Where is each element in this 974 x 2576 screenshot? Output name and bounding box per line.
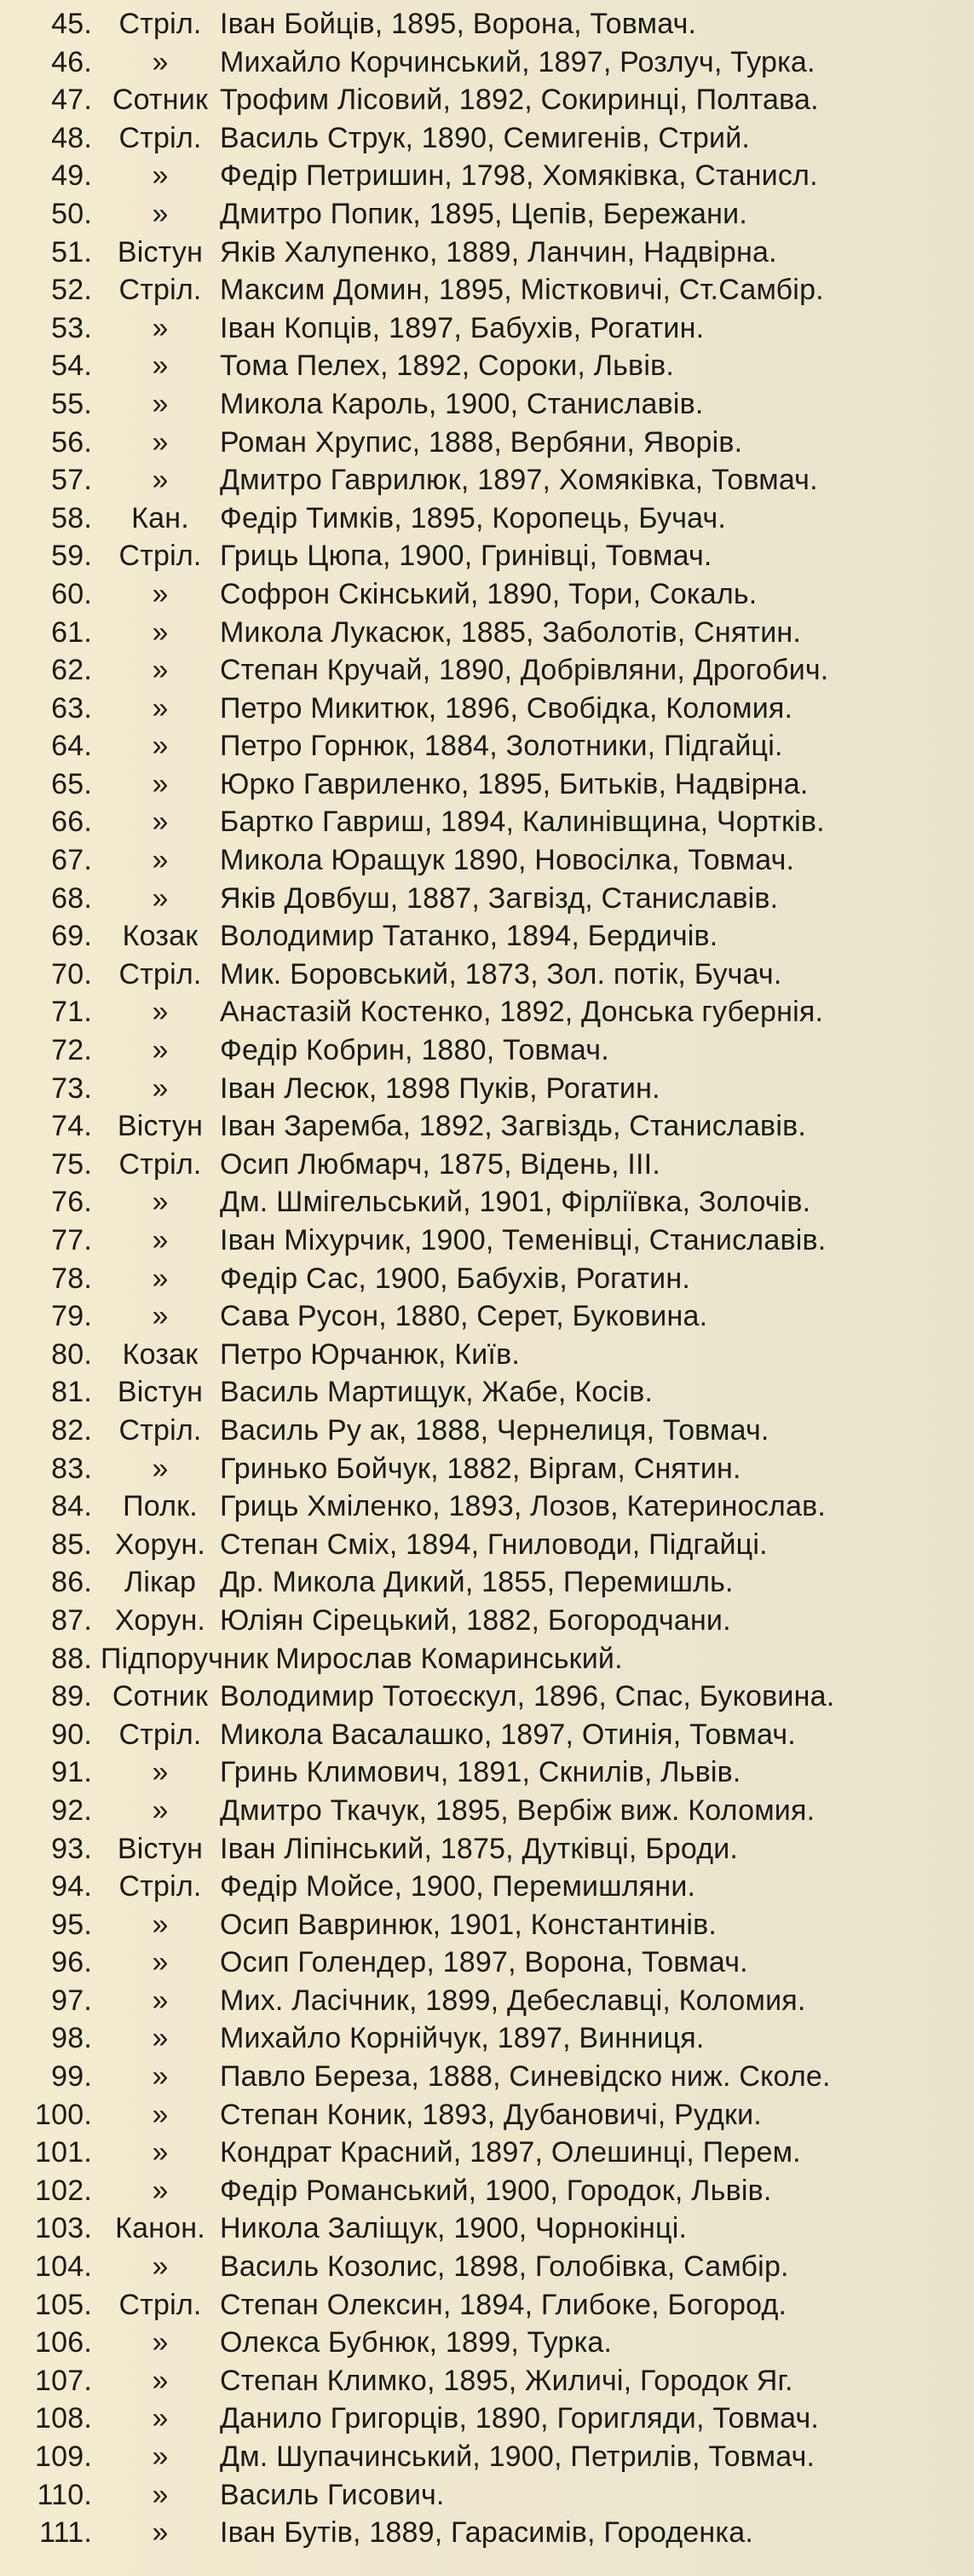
- entry-number: 77.: [51, 1224, 92, 1256]
- entry-number: 62.: [51, 654, 92, 687]
- list-item: [0, 1944, 974, 1982]
- list-item: [0, 993, 974, 1031]
- entry-number: 104.: [35, 2250, 92, 2284]
- entry-details: Петро Микитюк, 1896, Свобідка, Коломия.: [220, 691, 793, 725]
- entry-number: 111.: [39, 2516, 92, 2550]
- entry-details: Василь Струк, 1890, Семигенів, Стрий.: [220, 121, 751, 154]
- entry-rank: »: [152, 691, 169, 725]
- list-item: [0, 1640, 974, 1678]
- entry-number: 61.: [51, 615, 92, 649]
- entry-number: 60.: [51, 577, 92, 610]
- entry-number: 96.: [51, 1946, 92, 1979]
- entry-number: 72.: [51, 1034, 92, 1067]
- list-item: [0, 2096, 974, 2134]
- list-item: [0, 803, 974, 841]
- entry-details: Степан Климко, 1895, Жиличі, Городок Яг.: [220, 2364, 793, 2397]
- entry-details: Василь Гисович.: [220, 2478, 445, 2511]
- entry-details: Степан Коник, 1893, Дубановичі, Рудки.: [220, 2098, 762, 2131]
- entry-rank: »: [152, 2098, 169, 2131]
- entry-details: Іван Копців, 1897, Бабухів, Рогатин.: [220, 311, 705, 344]
- entry-rank: »: [152, 1300, 169, 1333]
- entry-details: Др. Микола Дикий, 1855, Перемишль.: [220, 1566, 734, 1599]
- entry-number: 56.: [51, 425, 92, 459]
- list-item: [0, 157, 974, 195]
- entry-details: Іван Заремба, 1892, Загвіздь, Станиславів.: [220, 1110, 806, 1143]
- entry-rank: »: [152, 2022, 169, 2055]
- entry-details: Федір Тимків, 1895, Коропець, Бучач.: [220, 501, 727, 534]
- entry-rank: Стріл.: [118, 1718, 202, 1751]
- entry-rank: »: [152, 464, 169, 497]
- entry-details: Кондрат Красний, 1897, Олешинці, Перем.: [220, 2136, 801, 2169]
- list-item: [0, 500, 974, 538]
- entry-details: Іван Лесюк, 1898 Пуків, Рогатин.: [220, 1071, 660, 1105]
- entry-number: 69.: [51, 920, 92, 953]
- list-item: [0, 1260, 974, 1298]
- entry-details: Микола Юращук 1890, Новосілка, Товмач.: [220, 844, 795, 877]
- entry-number: 85.: [51, 1528, 92, 1561]
- entry-number: 47.: [51, 84, 92, 117]
- entry-number: 94.: [51, 1870, 92, 1903]
- entry-details: Михайло Корчинський, 1897, Розлуч, Турка.: [220, 45, 816, 78]
- list-item: [0, 1982, 974, 2020]
- list-item: [0, 1487, 974, 1526]
- entry-number: 68.: [51, 881, 92, 915]
- entry-details: Никола Заліщук, 1900, Чорнокінці.: [220, 2212, 688, 2245]
- entry-details: Трофим Лісовий, 1892, Сокиринці, Полтава.: [220, 84, 819, 117]
- entry-rank: »: [152, 1034, 169, 1067]
- entry-details: Гриць Цюпа, 1900, Гринівці, Товмач.: [220, 540, 712, 573]
- entry-number: 100.: [35, 2098, 92, 2131]
- entry-number: 54.: [51, 349, 92, 383]
- entry-details: Яків Довбуш, 1887, Загвізд, Станиславів.: [220, 881, 779, 915]
- entry-number: 99.: [51, 2060, 92, 2094]
- list-item: [0, 1183, 974, 1222]
- list-item: [0, 2362, 974, 2400]
- entry-rank: Стріл.: [118, 121, 202, 154]
- list-item: [0, 271, 974, 309]
- entry-rank: »: [152, 1946, 169, 1979]
- list-item: [0, 1450, 974, 1488]
- entry-details: Дм. Шупачинський, 1900, Петрилів, Товмач.: [220, 2440, 816, 2473]
- entry-rank: »: [152, 425, 169, 459]
- entry-number: 88.: [51, 1642, 92, 1675]
- list-item: [0, 2400, 974, 2438]
- list-item: [0, 690, 974, 728]
- entry-number: 58.: [51, 501, 92, 534]
- entry-number: 101.: [35, 2136, 92, 2169]
- entry-number: 105.: [35, 2288, 92, 2321]
- entry-number: 51.: [51, 235, 92, 269]
- entry-details: Олекса Бубнюк, 1899, Турка.: [220, 2326, 613, 2359]
- entry-rank: Підпоручник: [101, 1642, 269, 1675]
- entry-number: 46.: [51, 45, 92, 78]
- entry-details: Максим Домин, 1895, Містковичі, Ст.Самбір.: [220, 274, 824, 307]
- list-item: [0, 2324, 974, 2362]
- entry-rank: »: [152, 2174, 169, 2207]
- list-item: [0, 195, 974, 234]
- entry-number: 63.: [51, 691, 92, 725]
- list-item: [0, 1830, 974, 1868]
- entry-rank: »: [152, 654, 169, 687]
- list-item: [0, 2514, 974, 2552]
- entry-details: Павло Береза, 1888, Синевідско ниж. Сколе.: [220, 2060, 831, 2094]
- entry-rank: Стріл.: [118, 1870, 202, 1903]
- entry-details: Микола Лукасюк, 1885, Заболотів, Снятин.: [220, 615, 802, 649]
- entry-rank: Стріл.: [118, 957, 202, 991]
- entry-number: 81.: [51, 1376, 92, 1409]
- entry-details: Володимир Татанко, 1894, Бердичів.: [220, 920, 718, 953]
- list-item: [0, 1526, 974, 1564]
- entry-rank: »: [152, 159, 169, 193]
- entry-rank: Лікар: [124, 1566, 197, 1599]
- list-item: [0, 234, 974, 272]
- entry-rank: »: [152, 197, 169, 230]
- entry-rank: »: [152, 996, 169, 1029]
- entry-rank: Стріл.: [118, 1413, 202, 1447]
- casualty-list: [0, 5, 974, 2552]
- entry-rank: »: [152, 881, 169, 915]
- entry-rank: Канон.: [115, 2212, 205, 2245]
- entry-number: 98.: [51, 2022, 92, 2055]
- entry-number: 53.: [51, 311, 92, 344]
- list-item: [0, 765, 974, 804]
- entry-number: 87.: [51, 1603, 92, 1637]
- entry-rank: »: [152, 2364, 169, 2397]
- entry-rank: »: [152, 2478, 169, 2511]
- entry-details: Василь Козолис, 1898, Голобівка, Самбір.: [220, 2250, 789, 2284]
- entry-rank: Вістун: [117, 1110, 204, 1143]
- entry-number: 97.: [51, 1984, 92, 2017]
- entry-details: Роман Хрупис, 1888, Вербяни, Яворів.: [220, 425, 743, 459]
- entry-details: Іван Міхурчик, 1900, Теменівці, Станиславів.: [220, 1224, 827, 1256]
- entry-rank: Кан.: [131, 501, 189, 534]
- entry-details: Данило Григорців, 1890, Горигляди, Товмач.: [220, 2402, 820, 2435]
- entry-details: Сава Русон, 1880, Серет, Буковина.: [220, 1300, 708, 1333]
- entry-number: 110.: [37, 2478, 92, 2511]
- entry-rank: Стріл.: [118, 540, 202, 573]
- entry-rank: »: [152, 2402, 169, 2435]
- list-item: [0, 1146, 974, 1184]
- list-item: [0, 1031, 974, 1070]
- list-item: [0, 1070, 974, 1108]
- entry-rank: Козак: [122, 920, 199, 953]
- entry-details: Іван Бойців, 1895, Ворона, Товмач.: [220, 8, 697, 40]
- entry-number: 108.: [35, 2402, 92, 2435]
- entry-rank: »: [152, 2250, 169, 2284]
- entry-number: 45.: [51, 8, 92, 40]
- entry-number: 106.: [35, 2326, 92, 2359]
- entry-number: 83.: [51, 1452, 92, 1485]
- entry-details: Петро Горнюк, 1884, Золотники, Підгайці.: [220, 730, 783, 763]
- list-item: [0, 424, 974, 462]
- list-item: [0, 81, 974, 119]
- entry-number: 59.: [51, 540, 92, 573]
- entry-details: Дмитро Ткачук, 1895, Вербіж виж. Коломия.: [220, 1793, 816, 1827]
- entry-details: Степан Сміх, 1894, Гниловоди, Підгайці.: [220, 1528, 768, 1561]
- entry-number: 102.: [35, 2174, 92, 2207]
- entry-details: Мирослав Комаринський.: [275, 1642, 623, 1675]
- entry-details: Степан Олексин, 1894, Глибоке, Богород.: [220, 2288, 787, 2321]
- list-item: [0, 2248, 974, 2286]
- entry-number: 71.: [51, 996, 92, 1029]
- entry-rank: Вістун: [117, 1832, 204, 1865]
- list-item: [0, 727, 974, 765]
- entry-number: 73.: [51, 1071, 92, 1105]
- entry-number: 66.: [51, 806, 92, 839]
- entry-number: 95.: [51, 1908, 92, 1941]
- entry-rank: Стріл.: [118, 1147, 202, 1181]
- list-item: [0, 956, 974, 994]
- list-item: [0, 841, 974, 880]
- list-item: [0, 1716, 974, 1754]
- entry-rank: »: [152, 577, 169, 610]
- entry-details: Дм. Шмігельський, 1901, Фірліївка, Золочів.: [220, 1186, 811, 1219]
- entry-number: 75.: [51, 1147, 92, 1181]
- list-item: [0, 2476, 974, 2515]
- list-item: [0, 2438, 974, 2476]
- entry-details: Осип Вавринюк, 1901, Константинів.: [220, 1908, 717, 1941]
- entry-number: 79.: [51, 1300, 92, 1333]
- entry-number: 90.: [51, 1718, 92, 1751]
- entry-rank: »: [152, 2326, 169, 2359]
- entry-rank: »: [152, 1186, 169, 1219]
- entry-details: Василь Ру ак, 1888, Чернелиця, Товмач.: [220, 1413, 769, 1447]
- list-item: [0, 1412, 974, 1450]
- entry-rank: »: [152, 2516, 169, 2550]
- list-item: [0, 309, 974, 348]
- entry-details: Дмитро Гаврилюк, 1897, Хомяківка, Товмач.: [220, 464, 818, 497]
- entry-details: Федір Кобрин, 1880, Товмач.: [220, 1034, 609, 1067]
- entry-details: Микола Васалашко, 1897, Отинія, Товмач.: [220, 1718, 796, 1751]
- entry-details: Микола Кароль, 1900, Станиславів.: [220, 387, 704, 420]
- entry-details: Осип Любмарч, 1875, Відень, III.: [220, 1147, 660, 1181]
- entry-details: Тома Пелех, 1892, Сороки, Львів.: [220, 349, 674, 383]
- entry-details: Степан Кручай, 1890, Добрівляни, Дрогобич.: [220, 654, 829, 687]
- entry-details: Яків Халупенко, 1889, Ланчин, Надвірна.: [220, 235, 777, 269]
- entry-number: 86.: [51, 1566, 92, 1599]
- entry-details: Федір Сас, 1900, Бабухів, Рогатин.: [220, 1262, 690, 1295]
- list-item: [0, 1906, 974, 1944]
- list-item: [0, 1336, 974, 1374]
- entry-rank: Стріл.: [118, 8, 202, 40]
- entry-number: 70.: [51, 957, 92, 991]
- entry-details: Мих. Ласічник, 1899, Дебеславці, Коломия.: [220, 1984, 806, 2017]
- entry-number: 55.: [51, 387, 92, 420]
- entry-details: Василь Мартищук, Жабе, Косів.: [220, 1376, 654, 1409]
- list-item: [0, 5, 974, 43]
- entry-number: 80.: [51, 1337, 92, 1371]
- list-item: [0, 1753, 974, 1792]
- entry-number: 92.: [51, 1793, 92, 1827]
- list-item: [0, 1297, 974, 1336]
- entry-number: 103.: [35, 2212, 92, 2245]
- entry-details: Мик. Боровський, 1873, Зол. потік, Бучач.: [220, 957, 782, 991]
- list-item: [0, 347, 974, 385]
- list-item: [0, 1678, 974, 1716]
- list-item: [0, 651, 974, 690]
- entry-number: 93.: [51, 1832, 92, 1865]
- list-item: [0, 1602, 974, 1640]
- list-item: [0, 880, 974, 918]
- entry-details: Осип Голендер, 1897, Ворона, Товмач.: [220, 1946, 748, 1979]
- list-item: [0, 1107, 974, 1146]
- entry-rank: »: [152, 2136, 169, 2169]
- list-item: [0, 2172, 974, 2210]
- entry-number: 50.: [51, 197, 92, 230]
- entry-details: Михайло Корнійчук, 1897, Винниця.: [220, 2022, 705, 2055]
- entry-rank: Стріл.: [118, 2288, 202, 2321]
- entry-details: Гринь Климович, 1891, Скнилів, Львів.: [220, 1756, 741, 1789]
- entry-number: 67.: [51, 844, 92, 877]
- entry-number: 57.: [51, 464, 92, 497]
- entry-rank: »: [152, 730, 169, 763]
- list-item: [0, 1563, 974, 1602]
- entry-number: 48.: [51, 121, 92, 154]
- entry-rank: »: [152, 1262, 169, 1295]
- list-item: [0, 1792, 974, 1830]
- entry-rank: »: [152, 615, 169, 649]
- entry-number: 76.: [51, 1186, 92, 1219]
- entry-rank: »: [152, 2440, 169, 2473]
- entry-details: Анастазій Костенко, 1892, Донська губернія.: [220, 996, 824, 1029]
- entry-rank: Хорун.: [114, 1603, 206, 1637]
- entry-rank: »: [152, 1793, 169, 1827]
- entry-details: Гриць Хміленко, 1893, Лозов, Катеринослав.: [220, 1490, 826, 1523]
- entry-rank: »: [152, 1224, 169, 1256]
- list-item: [0, 43, 974, 82]
- list-item: [0, 2058, 974, 2096]
- entry-details: Юрко Гавриленко, 1895, Битьків, Надвірна.: [220, 767, 809, 800]
- entry-number: 78.: [51, 1262, 92, 1295]
- entry-details: Іван Бутів, 1889, Гарасимів, Городенка.: [220, 2516, 753, 2550]
- entry-rank: Вістун: [117, 235, 204, 269]
- entry-rank: »: [152, 1984, 169, 2017]
- entry-number: 52.: [51, 274, 92, 307]
- list-item: [0, 1868, 974, 1906]
- list-item: [0, 575, 974, 614]
- entry-number: 64.: [51, 730, 92, 763]
- entry-details: Володимир Тотоєскул, 1896, Спас, Буковина.: [220, 1680, 835, 1713]
- list-item: [0, 2209, 974, 2248]
- entry-rank: Стріл.: [118, 274, 202, 307]
- list-item: [0, 1222, 974, 1260]
- entry-details: Юліян Сірецький, 1882, Богородчани.: [220, 1603, 731, 1637]
- entry-details: Дмитро Попик, 1895, Цепів, Бережани.: [220, 197, 747, 230]
- list-item: [0, 2286, 974, 2325]
- entry-number: 82.: [51, 1413, 92, 1447]
- entry-rank: »: [152, 387, 169, 420]
- list-item: [0, 1373, 974, 1412]
- list-item: [0, 461, 974, 500]
- list-item: [0, 2019, 974, 2058]
- entry-rank: Полк.: [123, 1490, 198, 1523]
- entry-details: Іван Ліпінський, 1875, Дутківці, Броди.: [220, 1832, 739, 1865]
- entry-rank: Козак: [122, 1337, 199, 1371]
- list-item: [0, 119, 974, 158]
- entry-number: 84.: [51, 1490, 92, 1523]
- entry-rank: Хорун.: [114, 1528, 206, 1561]
- entry-number: 49.: [51, 159, 92, 193]
- entry-details: Гринько Бойчук, 1882, Віргам, Снятин.: [220, 1452, 741, 1485]
- list-item: [0, 614, 974, 652]
- entry-rank: »: [152, 806, 169, 839]
- entry-rank: »: [152, 45, 169, 78]
- entry-rank: »: [152, 1756, 169, 1789]
- entry-details: Федір Петришин, 1798, Хомяківка, Станисл.: [220, 159, 818, 193]
- list-item: [0, 2134, 974, 2172]
- entry-number: 109.: [35, 2440, 92, 2473]
- entry-rank: »: [152, 1908, 169, 1941]
- entry-rank: »: [152, 767, 169, 800]
- entry-rank: »: [152, 349, 169, 383]
- entry-rank: »: [152, 2060, 169, 2094]
- entry-rank: »: [152, 1071, 169, 1105]
- list-item: [0, 917, 974, 956]
- entry-rank: »: [152, 1452, 169, 1485]
- entry-details: Софрон Скінський, 1890, Тори, Сокаль.: [220, 577, 758, 610]
- entry-details: Федір Мойсе, 1900, Перемишляни.: [220, 1870, 696, 1903]
- entry-number: 74.: [51, 1110, 92, 1143]
- entry-rank: Сотник: [112, 1680, 209, 1713]
- entry-details: Бартко Гавриш, 1894, Калинівщина, Чортків.: [220, 806, 825, 839]
- entry-number: 65.: [51, 767, 92, 800]
- entry-rank: Вістун: [117, 1376, 204, 1409]
- entry-number: 107.: [35, 2364, 92, 2397]
- entry-rank: Сотник: [112, 84, 209, 117]
- entry-details: Петро Юрчанюк, Київ.: [220, 1337, 520, 1371]
- entry-number: 89.: [51, 1680, 92, 1713]
- entry-rank: »: [152, 844, 169, 877]
- entry-details: Федір Романський, 1900, Городок, Львів.: [220, 2174, 772, 2207]
- entry-rank: »: [152, 311, 169, 344]
- list-item: [0, 537, 974, 575]
- list-item: [0, 385, 974, 424]
- entry-number: 91.: [51, 1756, 92, 1789]
